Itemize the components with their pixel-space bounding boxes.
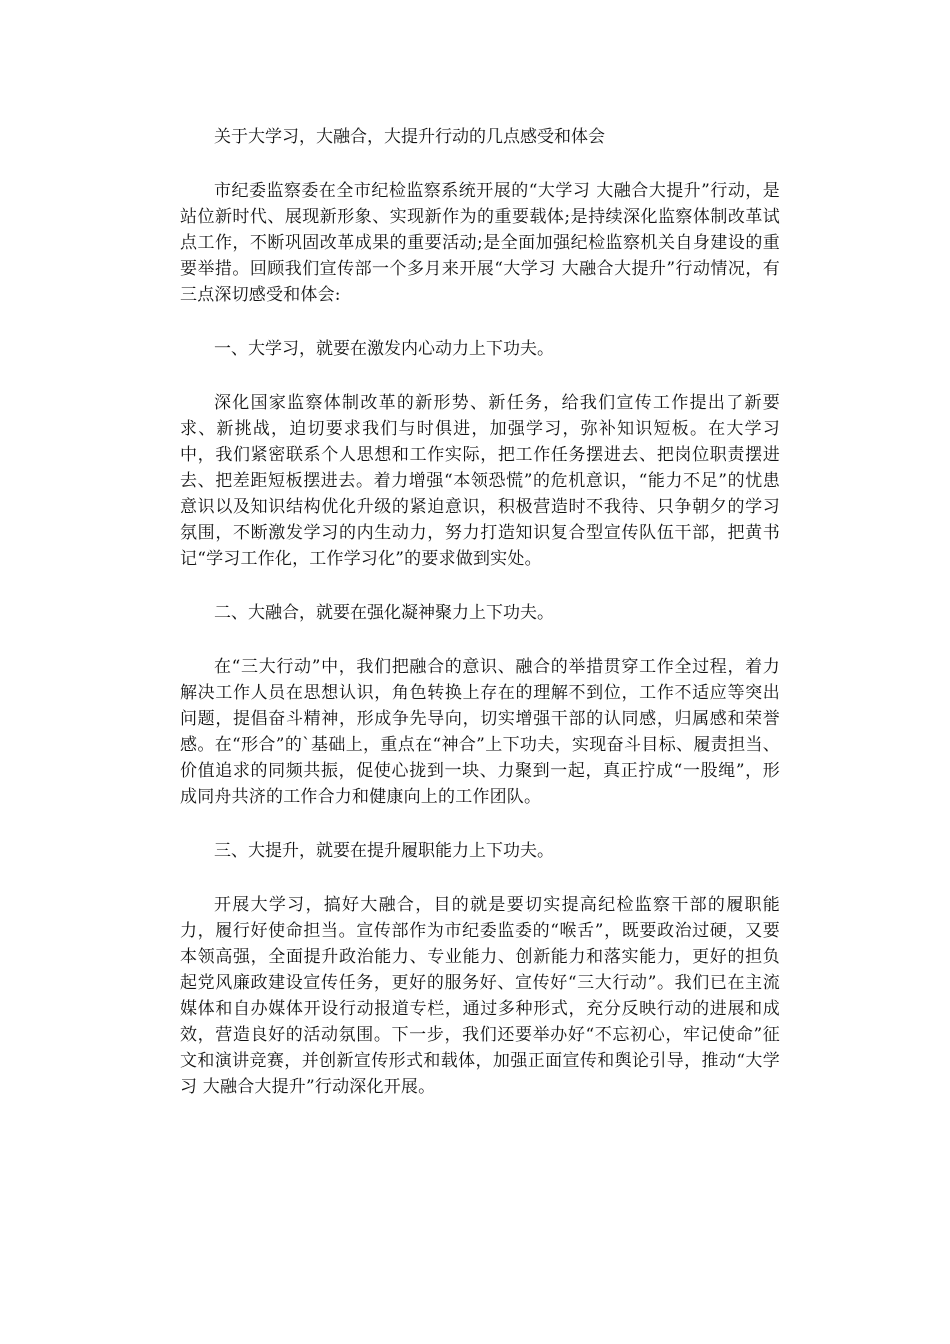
document-body xyxy=(180,124,780,1128)
section-heading-2: 二、大融合，就要在强化凝神聚力上下功夫。 xyxy=(214,603,554,623)
document-title: 关于大学习，大融合，大提升行动的几点感受和体会 xyxy=(214,127,605,147)
section-body-3: 开展大学习，搞好大融合，目的就是要切实提高纪检监察干部的履职能力，履行好使命担当。宣传部作为市纪委监委的“喉舌”，既要政治过硬，又要本领高强，全面提升政治能力、专业能力、创新能力和落实能力，更好的担负起党风廉政建设宣传任务，更好的服务好、宣传好“三大行动”。我们已在主流媒体和自办媒体开设行动报道专栏，通过多种形式，充分反映行动的进展和成效，营造良好的活动氛围。下一步，我们还要举办好“不忘初心，牢记使命”征文和演讲竞赛，并创新宣传形式和载体，加强正面宣传和舆论引导，推动“大学习 大融合大提升”行动深化开展。 xyxy=(180,895,780,1097)
section-body-2: 在“三大行动”中，我们把融合的意识、融合的举措贯穿工作全过程，着力解决工作人员在思想认识，角色转换上存在的理解不到位，工作不适应等突出问题，提倡奋斗精神，形成争先导向，切实增强干部的认同感，归属感和荣誉感。在“形合”的`基础上，重点在“神合”上下功夫，实现奋斗目标、履责担当、价值追求的同频共振，促使心拢到一块、力聚到一起，真正拧成“一股绳”，形成同舟共济的工作合力和健康向上的工作团队。 xyxy=(180,657,780,807)
section-body-1: 深化国家监察体制改革的新形势、新任务，给我们宣传工作提出了新要求、新挑战，迫切要求我们与时俱进，加强学习，弥补知识短板。在大学习中，我们紧密联系个人思想和工作实际，把工作任务摆进去、把岗位职责摆进去、把差距短板摆进去。着力增强“本领恐慌”的危机意识，“能力不足”的忧患意识以及知识结构优化升级的紧迫意识，积极营造时不我待、只争朝夕的学习氛围，不断激发学习的内生动力，努力打造知识复合型宣传队伍干部，把黄书记“学习工作化，工作学习化”的要求做到实处。 xyxy=(180,393,780,569)
intro-paragraph: 市纪委监察委在全市纪检监察系统开展的“大学习 大融合大提升”行动，是站位新时代、展现新形象、实现新作为的重要载体;是持续深化监察体制改革试点工作，不断巩固改革成果的重要活动;是全面加强纪检监察机关自身建设的重要举措。回顾我们宣传部一个多月来开展“大学习 大融合大提升”行动情况，有三点深切感受和体会: xyxy=(180,181,780,305)
section-heading-3: 三、大提升，就要在提升履职能力上下功夫。 xyxy=(214,841,554,861)
section-heading-1: 一、大学习，就要在激发内心动力上下功夫。 xyxy=(214,339,554,359)
